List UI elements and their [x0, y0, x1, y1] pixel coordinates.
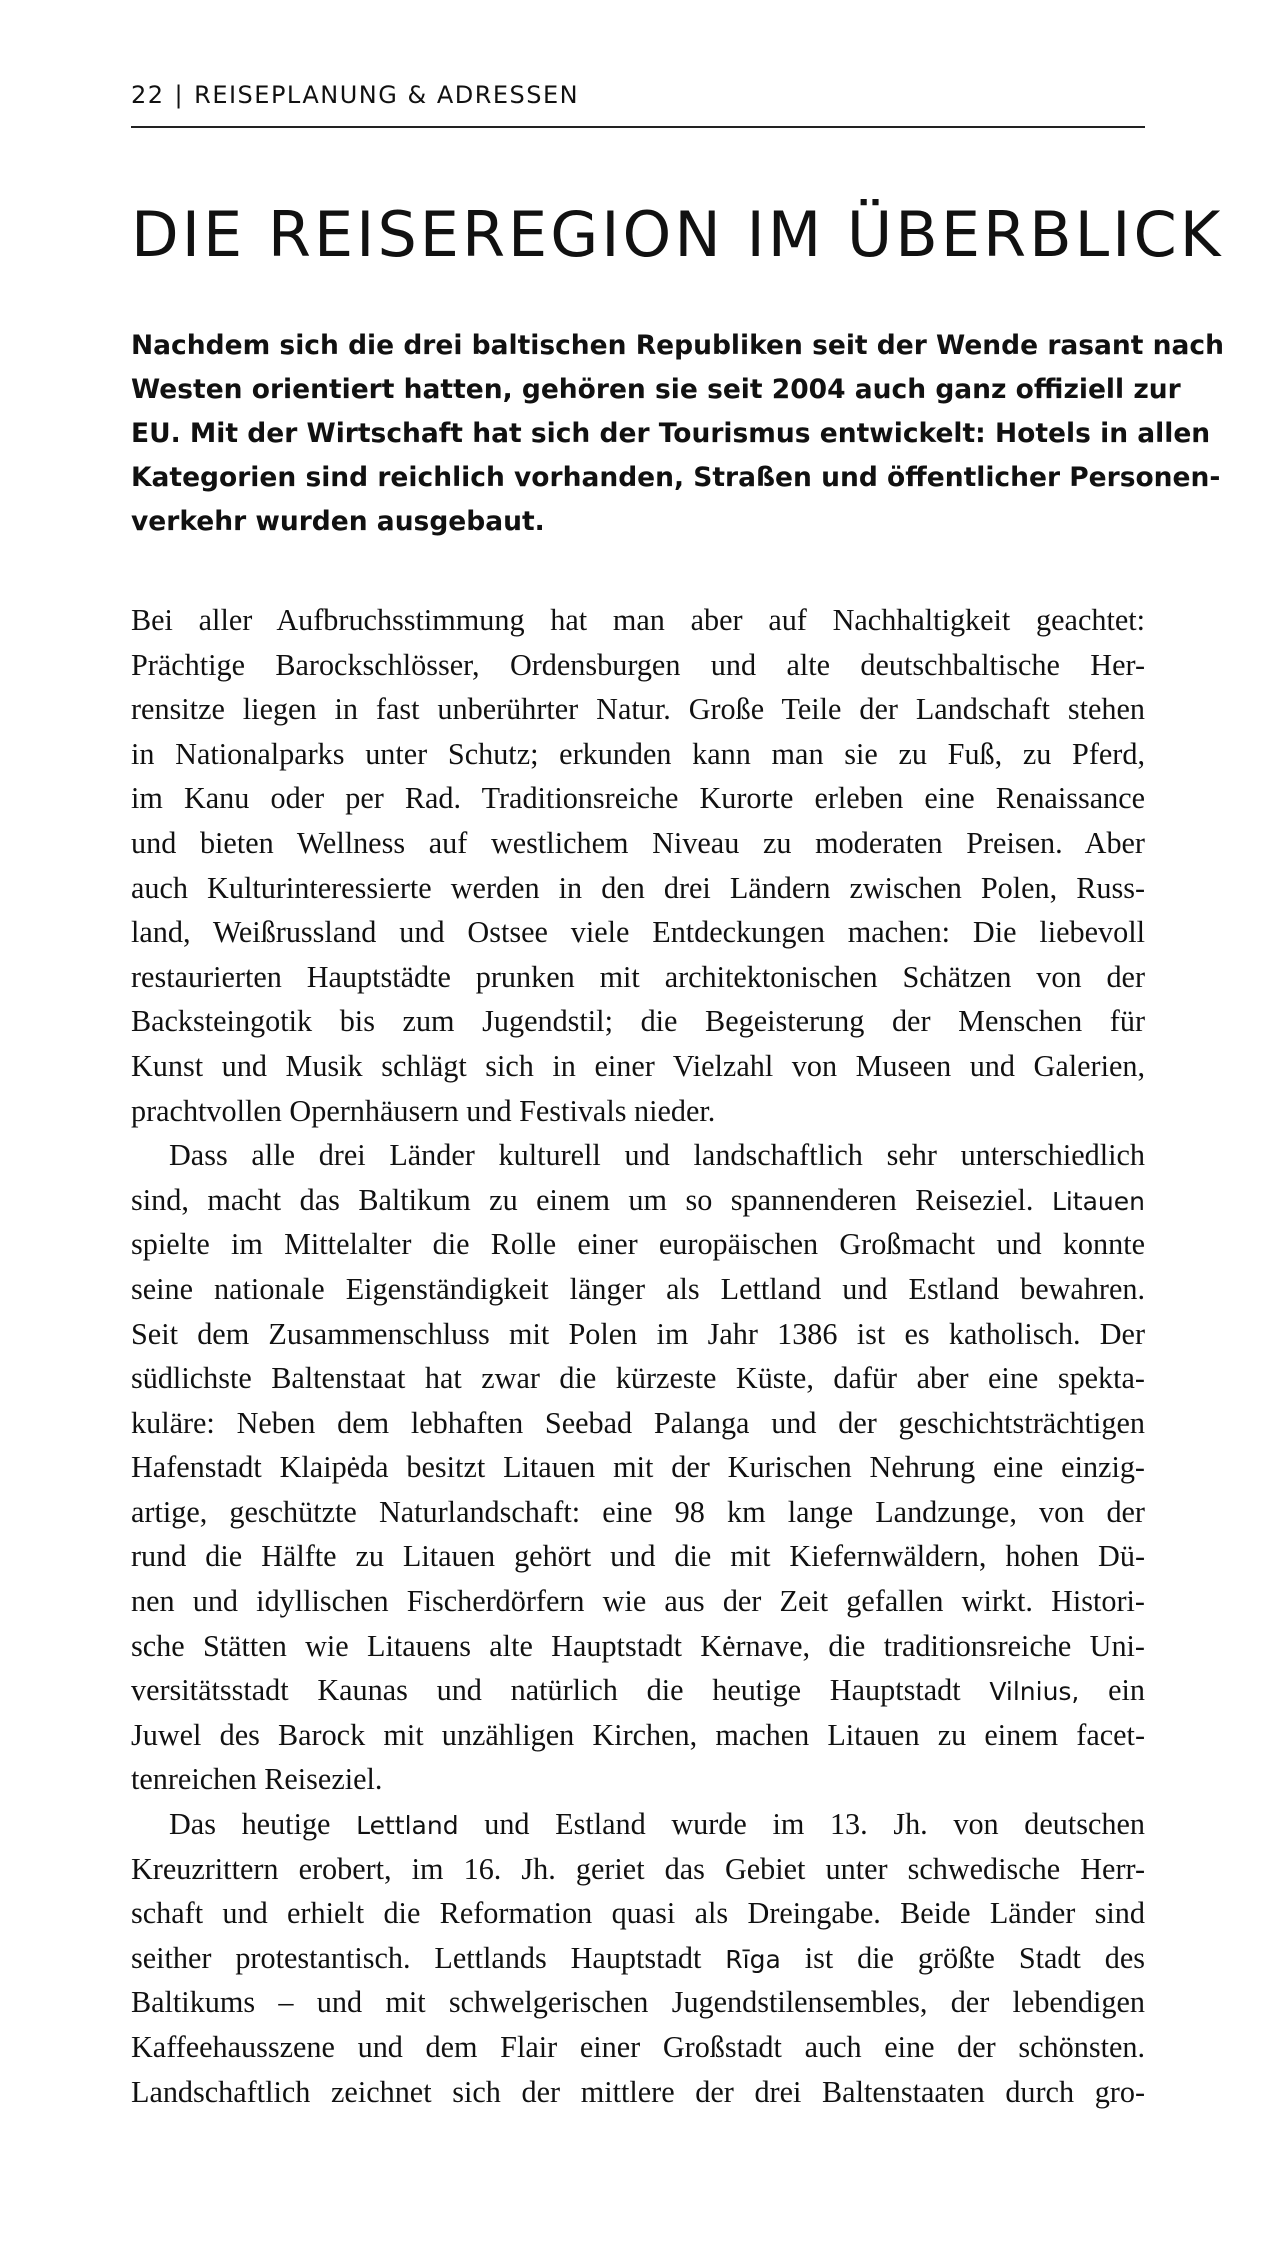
body-line: [131, 1802, 1145, 1847]
body-line: land, Weißrussland und Ostsee viele Entdeckungen machen: Die liebevoll: [131, 915, 1145, 950]
place-name-litauen: Litauen: [1051, 1186, 1146, 1216]
body-line: kuläre: Neben dem lebhaften Seebad Palanga und der geschichtsträchtigen: [131, 1405, 1145, 1440]
body-line: artige, geschützte Naturlandschaft: eine 98 km lange Landzunge, von der: [131, 1494, 1145, 1529]
body-line: spielte im Mittelalter die Rolle einer europäischen Großmacht und konnte: [131, 1227, 1145, 1262]
place-name-vilnius: Vilnius,: [989, 1677, 1080, 1707]
body-text: [131, 598, 1145, 2114]
body-line: Kunst und Musik schlägt sich in einer Vielzahl von Museen und Galerien,: [131, 1048, 1145, 1083]
running-header: [131, 80, 1145, 128]
body-line: Landschaftlich zeichnet sich der mittlere der drei Baltenstaaten durch gro-: [131, 2074, 1145, 2109]
text-run: seither protestantisch. Lettlands Hauptstadt: [131, 1940, 702, 1975]
body-line: rund die Hälfte zu Litauen gehört und die mit Kiefernwäldern, hohen Dü-: [131, 1539, 1145, 1574]
body-line: [131, 1936, 1145, 1981]
body-line: nen und idyllischen Fischerdörfern wie aus der Zeit gefallen wirkt. Histori-: [131, 1584, 1145, 1619]
lead-line: Westen orientiert hatten, gehören sie seit 2004 auch ganz offiziell zur: [131, 374, 1181, 405]
section-title: REISEPLANUNG & ADRESSEN: [194, 81, 580, 109]
body-line: tenreichen Reiseziel.: [131, 1762, 383, 1797]
text-run: ein: [1108, 1673, 1146, 1708]
body-line: restaurierten Hauptstädte prunken mit architektonischen Schätzen von der: [131, 959, 1145, 994]
place-name-lettland: Lettland: [356, 1811, 459, 1841]
body-line: schaft und erhielt die Reformation quasi als Dreingabe. Beide Länder sind: [131, 1896, 1145, 1931]
paragraph-2: [131, 1133, 1145, 1802]
body-line: [131, 1178, 1145, 1223]
lead-paragraph: [131, 324, 1225, 544]
body-line: und bieten Wellness auf westlichem Niveau zu moderaten Preisen. Aber: [131, 825, 1145, 860]
paragraph-1: [131, 598, 1145, 1133]
body-line: Seit dem Zusammenschluss mit Polen im Jahr 1386 ist es katholisch. Der: [131, 1316, 1145, 1351]
body-line: Hafenstadt Klaipėda besitzt Litauen mit der Kurischen Nehrung eine einzig-: [131, 1450, 1145, 1485]
lead-line: Kategorien sind reichlich vorhanden, Straßen und öffentlicher Personen-: [131, 462, 1221, 493]
body-line: südlichste Baltenstaat hat zwar die kürzeste Küste, dafür aber eine spekta-: [131, 1361, 1145, 1396]
lead-line: verkehr wurden ausgebaut.: [131, 506, 545, 537]
body-line: [131, 1668, 1145, 1713]
text-run: und Estland wurde im 13. Jh. von deutschen: [484, 1807, 1146, 1842]
body-line: in Nationalparks unter Schutz; erkunden kann man sie zu Fuß, zu Pferd,: [131, 736, 1145, 771]
body-line: rensitze liegen in fast unberührter Natur. Große Teile der Landschaft stehen: [131, 692, 1145, 727]
body-line: Bei aller Aufbruchsstimmung hat man aber auf Nachhaltigkeit geachtet:: [131, 603, 1145, 637]
header-separator: |: [174, 81, 185, 109]
body-line: sche Stätten wie Litauens alte Hauptstadt Kėrnave, die traditionsreiche Uni-: [131, 1628, 1145, 1663]
page-number: 22: [131, 81, 165, 109]
body-line: Dass alle drei Länder kulturell und landschaftlich sehr unterschiedlich: [169, 1138, 1145, 1173]
paragraph-3: [131, 1802, 1145, 2114]
body-line: Prächtige Barockschlösser, Ordensburgen und alte deutschbaltische Her-: [131, 647, 1145, 682]
chapter-title: DIE REISEREGION IM ÜBERBLICK: [131, 198, 1224, 271]
body-line: Kaffeehausszene und dem Flair einer Großstadt auch eine der schönsten.: [131, 2030, 1145, 2064]
body-line: Kreuzrittern erobert, im 16. Jh. geriet das Gebiet unter schwedische Herr-: [131, 1851, 1145, 1886]
text-run: versitätsstadt Kaunas und natürlich die heutige Hauptstadt: [131, 1673, 961, 1708]
body-line: prachtvollen Opernhäusern und Festivals nieder.: [131, 1093, 716, 1128]
body-line: auch Kulturinteressierte werden in den drei Ländern zwischen Polen, Russ-: [131, 870, 1145, 905]
text-run: Das heutige: [169, 1807, 331, 1842]
lead-line: EU. Mit der Wirtschaft hat sich der Tourismus entwickelt: Hotels in allen: [131, 418, 1211, 449]
text-run: ist die größte Stadt des: [804, 1940, 1145, 1975]
place-name-riga: Rīga: [725, 1944, 781, 1974]
body-line: im Kanu oder per Rad. Traditionsreiche Kurorte erleben eine Renaissance: [131, 781, 1145, 816]
lead-line: Nachdem sich die drei baltischen Republiken seit der Wende rasant nach: [131, 330, 1225, 361]
body-line: seine nationale Eigenständigkeit länger als Lettland und Estland bewahren.: [131, 1271, 1145, 1306]
text-run: sind, macht das Baltikum zu einem um so spannenderen Reiseziel.: [131, 1182, 1034, 1217]
body-line: Backsteingotik bis zum Jugendstil; die Begeisterung der Menschen für: [131, 1004, 1145, 1039]
body-line: Juwel des Barock mit unzähligen Kirchen, machen Litauen zu einem facet-: [131, 1717, 1145, 1752]
body-line: Baltikums – und mit schwelgerischen Jugendstilensembles, der lebendigen: [131, 1985, 1145, 2020]
